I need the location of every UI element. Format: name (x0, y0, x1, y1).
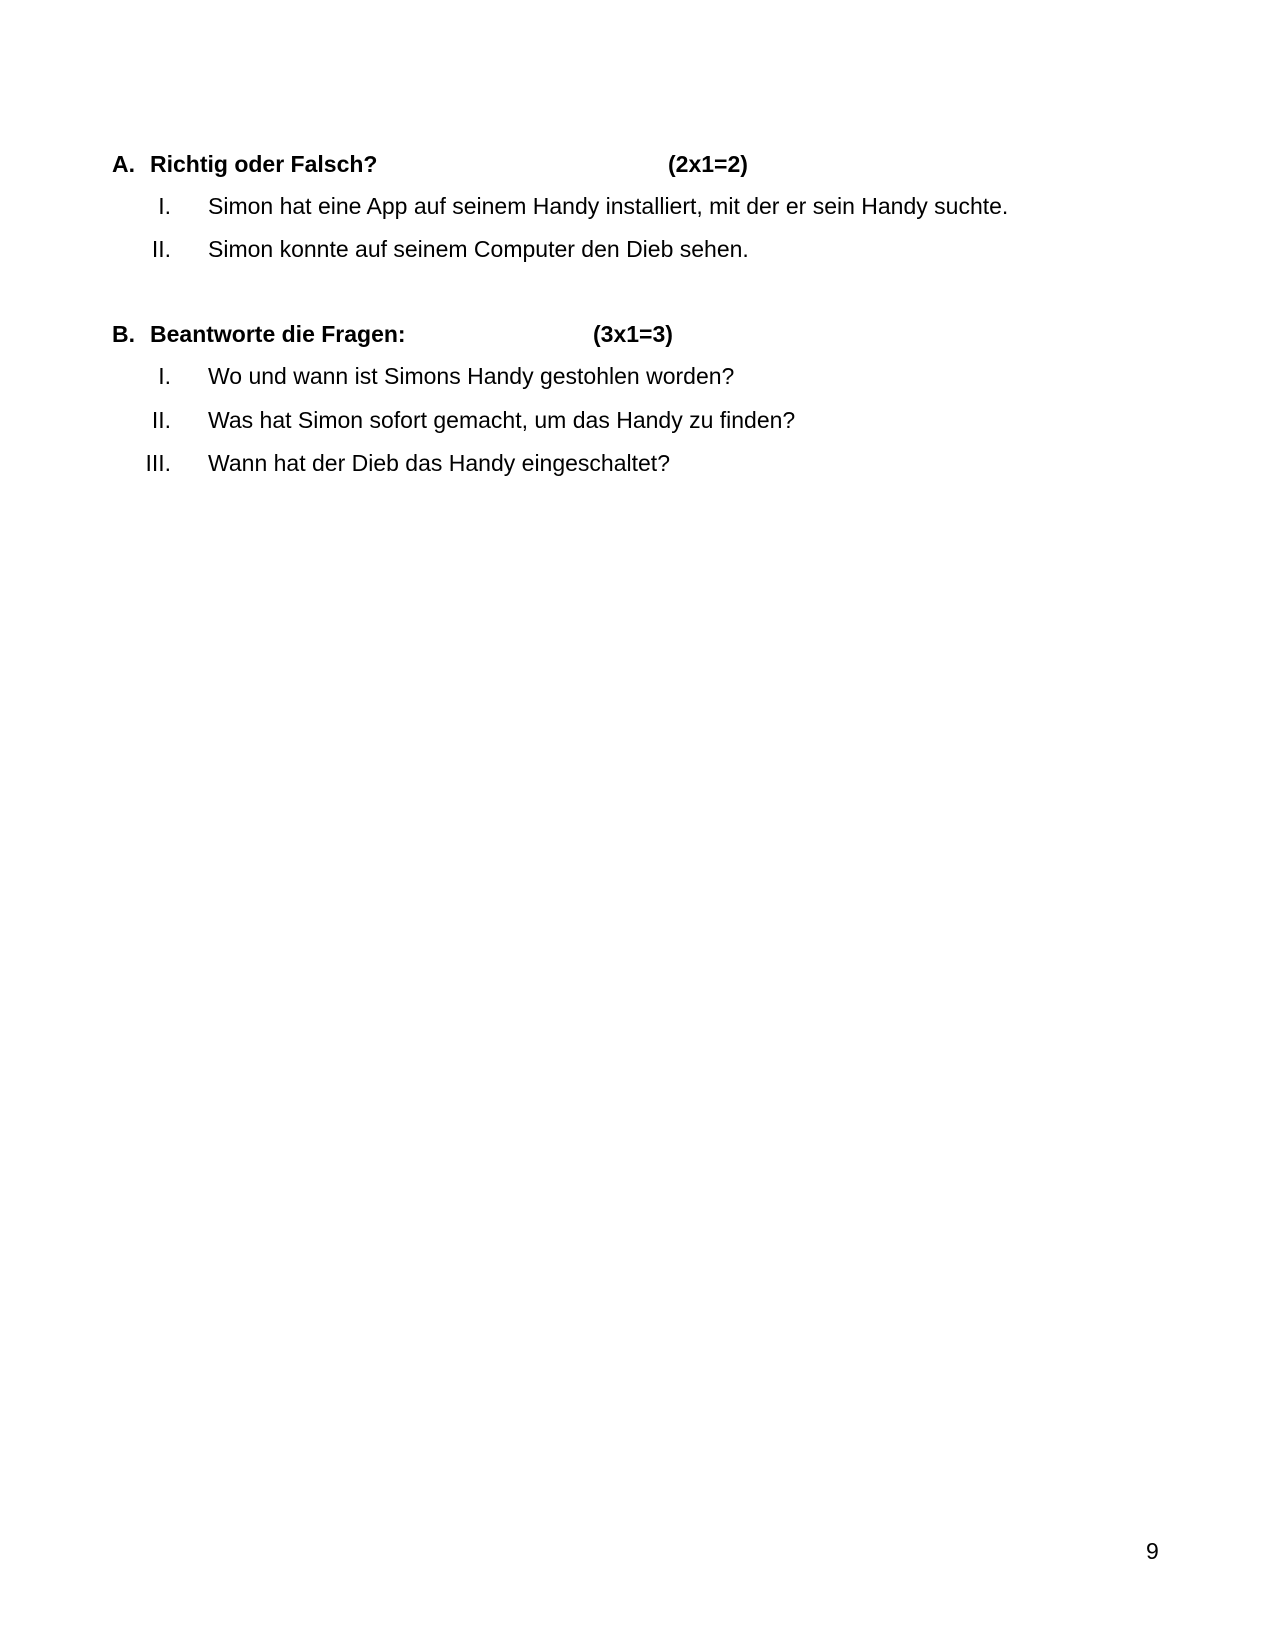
item-text: Was hat Simon sofort gemacht, um das Handy zu finden? (208, 407, 796, 433)
page-number: 9 (1146, 1538, 1159, 1564)
section-a-letter: A. (112, 151, 135, 177)
section-a-marks: (2x1=2) (668, 151, 748, 177)
section-b-title: Beantworte die Fragen: (150, 321, 406, 347)
item-text: Wo und wann ist Simons Handy gestohlen worden? (208, 363, 735, 389)
list-item (0, 405, 1275, 435)
section-a-title: Richtig oder Falsch? (150, 151, 378, 177)
item-numeral: II. (151, 236, 171, 262)
item-numeral: I. (158, 363, 171, 389)
section-b-letter: B. (112, 321, 135, 347)
list-item (0, 448, 1275, 478)
item-numeral: I. (158, 193, 171, 219)
item-text: Simon konnte auf seinem Computer den Dieb sehen. (208, 236, 749, 262)
item-numeral: II. (151, 407, 171, 433)
section-a-heading (112, 150, 812, 178)
section-b-marks: (3x1=3) (593, 321, 673, 347)
item-numeral: III. (145, 450, 171, 476)
item-text: Simon hat eine App auf seinem Handy installiert, mit der er sein Handy suchte. (208, 193, 1009, 219)
section-b-heading (112, 320, 812, 348)
list-item (0, 234, 1275, 264)
list-item (0, 191, 1275, 221)
list-item (0, 361, 1275, 391)
item-text: Wann hat der Dieb das Handy eingeschaltet? (208, 450, 670, 476)
